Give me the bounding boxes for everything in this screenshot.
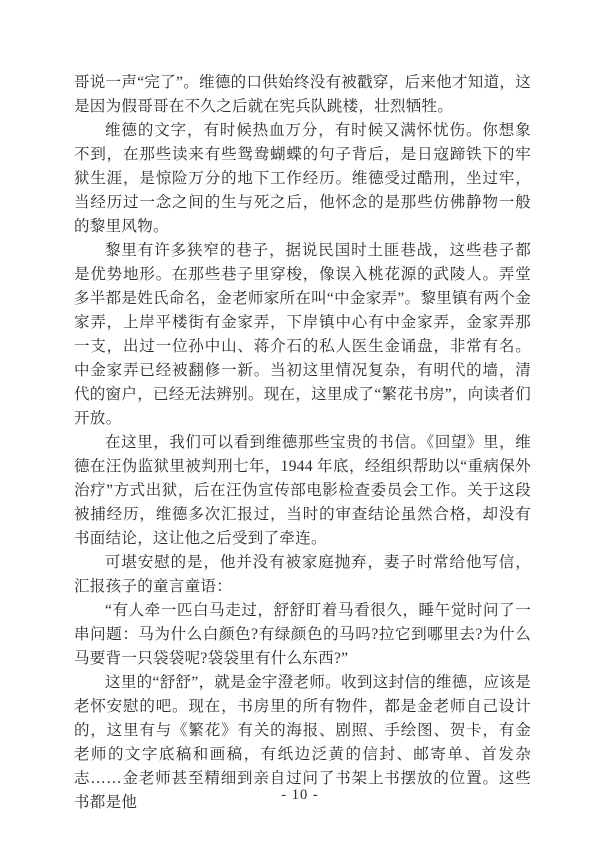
paragraph: 维德的文字，有时候热血万分，有时候又满怀忧伤。你想象不到，在那些读来有些鸳鸯蝴蝶的句子背后，是日寇蹄铁下的牢狱生涯，是惊险万分的地下工作经历。维德受过酷刑，坐过牢，当经历过一念之间的生与死之后，他怀念的是那些仿佛静物一般的黎里风物。 xyxy=(74,122,531,235)
paragraph: 黎里有许多狭窄的巷子，据说民国时土匪巷战，这些巷子都是优势地形。在那些巷子里穿梭，像误入桃花源的武陵人。弄堂多半都是姓氏命名，金老师家所在叫“中金家弄”。黎里镇有两个金家弄，上岸平楼街有金家弄，下岸镇中心有中金家弄，金家弄那一支，出过一位孙中山、蒋介石的私人医生金诵盘，非常有名。中金家弄已经被翻修一新。当初这里情况复杂，有明代的墙，清代的窗户，已经无法辨别。现在，这里成了“繁花书房”，向读者们开放。 xyxy=(74,242,531,427)
page-footer xyxy=(0,786,600,804)
paragraph: 可堪安慰的是，他并没有被家庭抛弃，妻子时常给他写信，汇报孩子的童言童语： xyxy=(74,554,531,595)
paragraph-continuation: 哥说一声“完了”。维德的口供始终没有被戳穿，后来他才知道，这是因为假哥哥在不久之后就在宪兵队跳楼，壮烈牺牲。 xyxy=(74,74,531,115)
page-number: - 10 - xyxy=(281,787,319,803)
body-text xyxy=(74,71,531,815)
paragraph-quoted-letter: “有人牵一匹白马走过，舒舒盯着马看很久，睡午觉时问了一串问题：马为什么白颜色?有绿颜色的马吗?拉它到哪里去?为什么马要背一只袋袋呢?袋袋里有什么东西?” xyxy=(74,602,531,667)
paragraph: 在这里，我们可以看到维德那些宝贵的书信。《回望》里，维德在汪伪监狱里被判刑七年，1944 年底，经组织帮助以“重病保外治疗”方式出狱，后在汪伪宣传部电影检查委员会工作。关于这段被捕经历，维德多次汇报过，当时的审查结论虽然合格，却没有书面结论，这让他之后受到了牵连。 xyxy=(74,434,531,547)
paragraph: 这里的“舒舒”，就是金宇澄老师。收到这封信的维德，应该是老怀安慰的吧。现在，书房里的所有物件，都是金老师自己设计的，这里有与《繁花》有关的海报、剧照、手绘图、贺卡，有金老师的文字底稿和画稿，有纸边泛黄的信封、邮寄单、首发杂志……金老师甚至精细到亲自过问了书架上书摆放的位置。这些书都是他 xyxy=(74,674,531,811)
